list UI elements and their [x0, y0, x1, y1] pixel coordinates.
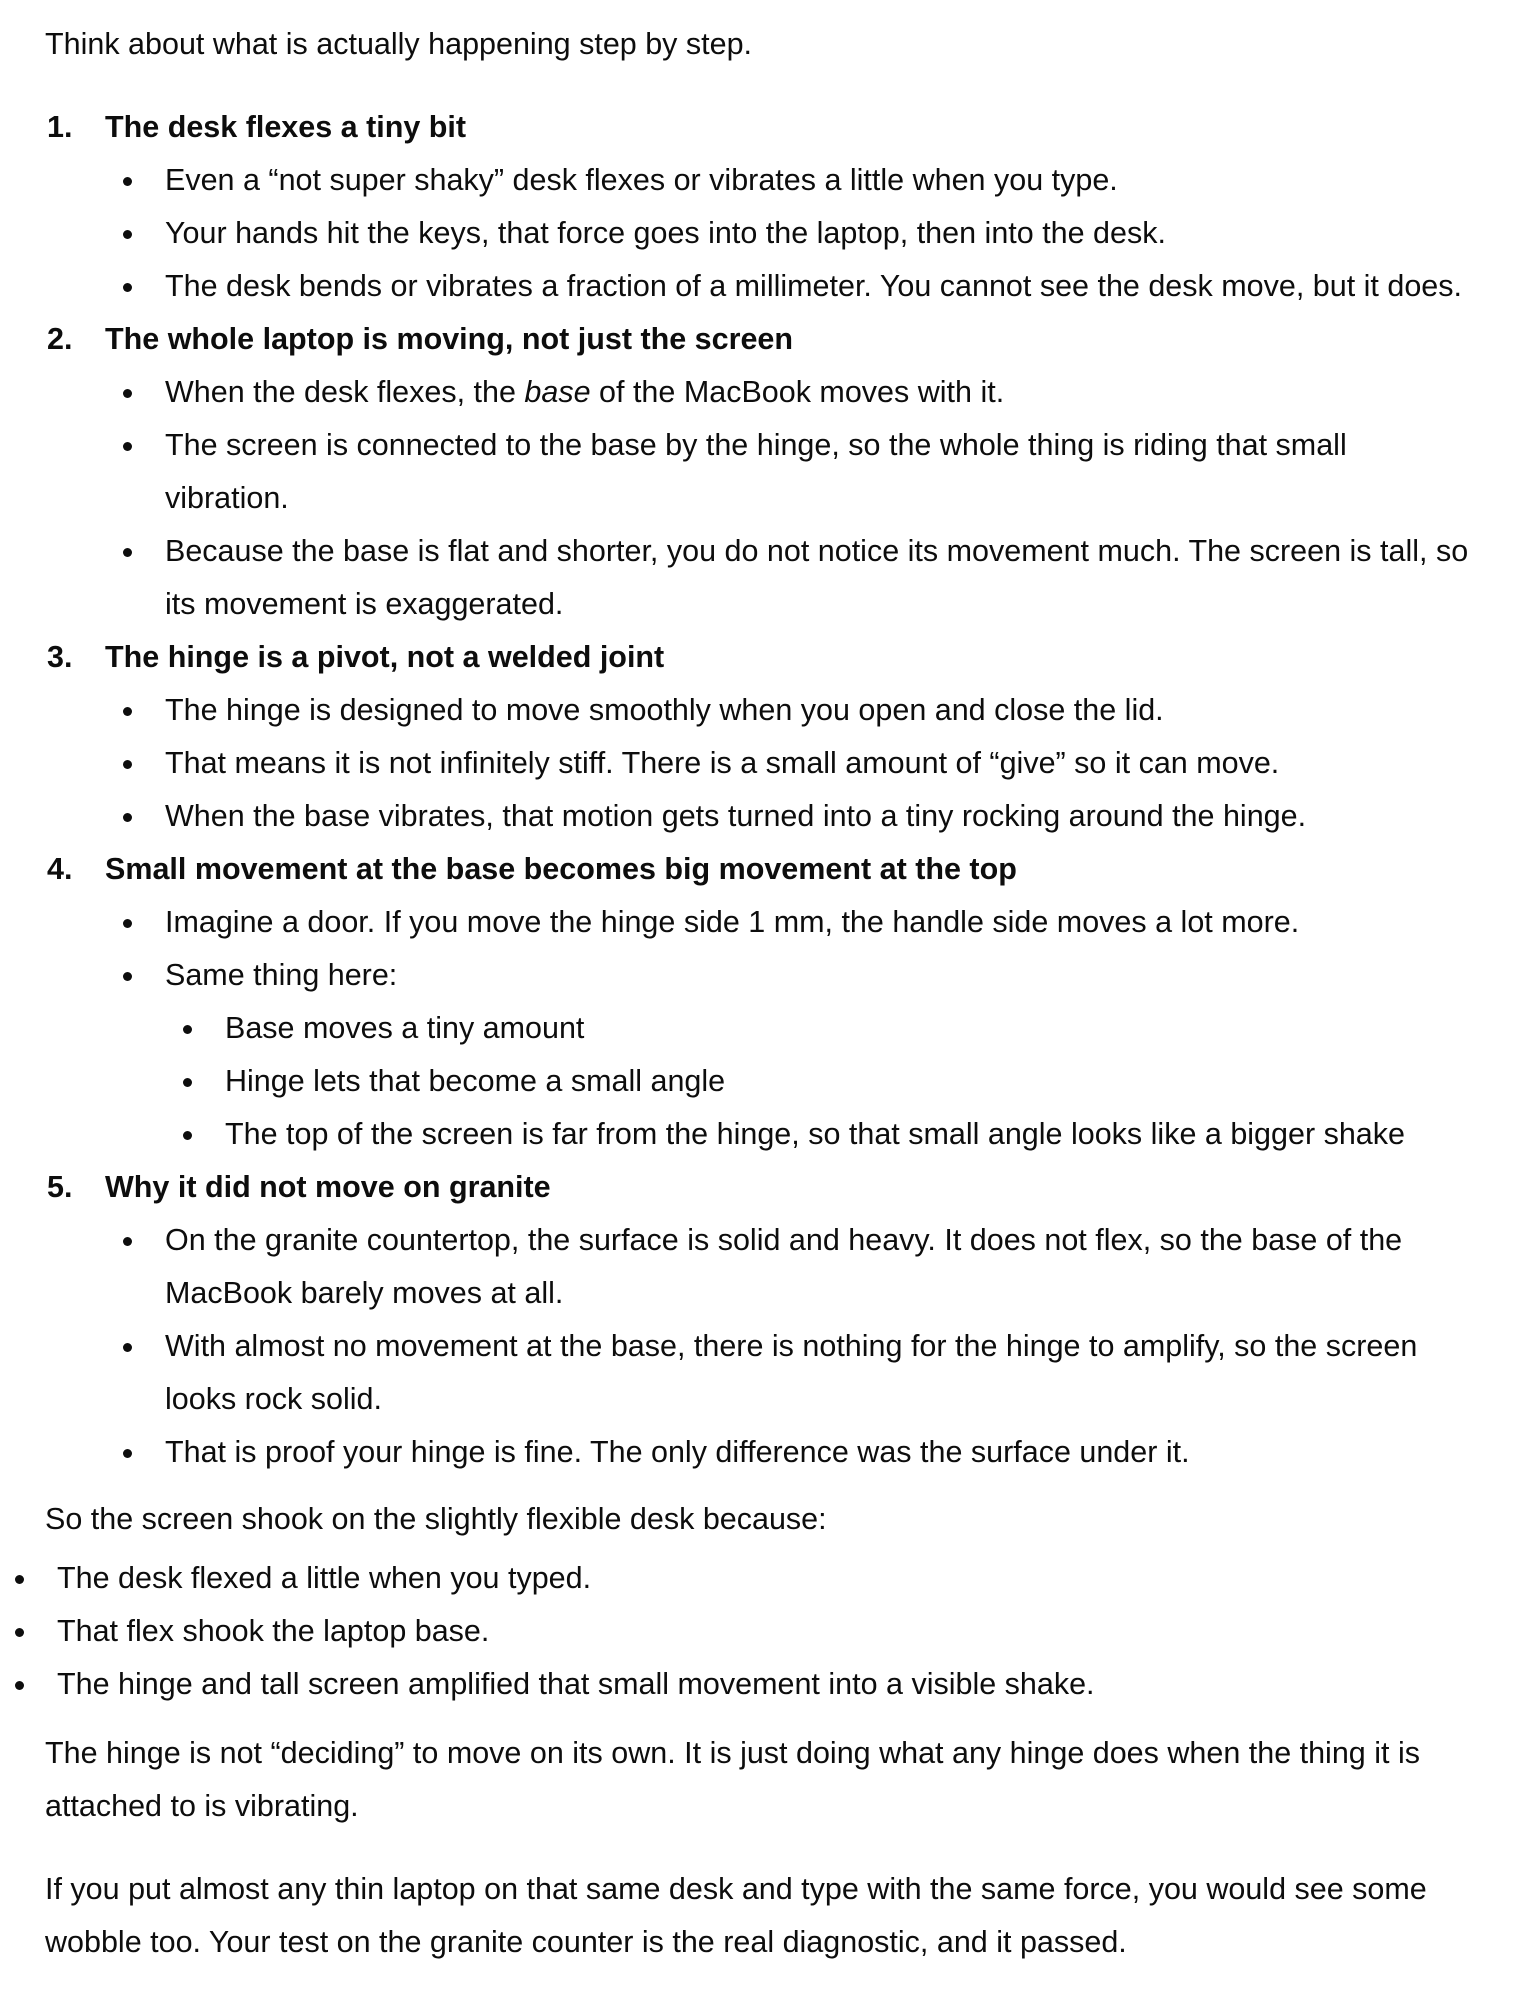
- list-item: On the granite countertop, the surface is solid and heavy. It does not flex, so the base of the MacBook barely moves at all.: [105, 1214, 1478, 1320]
- list-item: The screen is connected to the base by the hinge, so the whole thing is riding that small vibration.: [105, 419, 1478, 525]
- step-number: 5.: [47, 1170, 73, 1204]
- step-item: [45, 313, 1478, 631]
- list-item: That flex shook the laptop base.: [0, 1605, 1478, 1658]
- step-title: Small movement at the base becomes big movement at the top: [105, 852, 1017, 886]
- list-item: With almost no movement at the base, there is nothing for the hinge to amplify, so the screen looks rock solid.: [105, 1320, 1478, 1426]
- list-item: The top of the screen is far from the hinge, so that small angle looks like a bigger shake: [165, 1108, 1478, 1161]
- emphasis-text: base: [524, 375, 591, 409]
- summary-bullets: [0, 1552, 1478, 1711]
- step-item: [45, 843, 1478, 1161]
- list-item: The hinge and tall screen amplified that small movement into a visible shake.: [0, 1658, 1478, 1711]
- step-number: 4.: [47, 852, 73, 886]
- list-item: Imagine a door. If you move the hinge side 1 mm, the handle side moves a lot more.: [105, 896, 1478, 949]
- list-item: The desk bends or vibrates a fraction of a millimeter. You cannot see the desk move, but it does.: [105, 260, 1478, 313]
- list-item: That is proof your hinge is fine. The only difference was the surface under it.: [105, 1426, 1478, 1479]
- list-item-text: Same thing here:: [165, 958, 398, 992]
- list-item: [105, 949, 1478, 1161]
- step-number: 3.: [47, 640, 73, 674]
- list-item: Because the base is flat and shorter, you do not notice its movement much. The screen is tall, so its movement is exaggerated.: [105, 525, 1478, 631]
- list-item: The hinge is designed to move smoothly when you open and close the lid.: [105, 684, 1478, 737]
- step-bullets: [105, 896, 1478, 1161]
- step-title: The hinge is a pivot, not a welded joint: [105, 640, 665, 674]
- list-item: Base moves a tiny amount: [165, 1002, 1478, 1055]
- step-number: 2.: [47, 322, 73, 356]
- intro-paragraph: Think about what is actually happening step by step.: [45, 27, 753, 61]
- list-item: The desk flexed a little when you typed.: [0, 1552, 1478, 1605]
- step-bullets: [105, 684, 1478, 843]
- conclusion-paragraph: The hinge is not “deciding” to move on its own. It is just doing what any hinge does when the thing it is attached to is vibrating.: [45, 1736, 1420, 1823]
- step-item: [45, 101, 1478, 313]
- list-item: Your hands hit the keys, that force goes into the laptop, then into the desk.: [105, 207, 1478, 260]
- step-bullets: [105, 154, 1478, 313]
- summary-lead: So the screen shook on the slightly flexible desk because:: [45, 1502, 827, 1536]
- list-item: That means it is not infinitely stiff. There is a small amount of “give” so it can move.: [105, 737, 1478, 790]
- list-item: [105, 366, 1478, 419]
- list-item: Hinge lets that become a small angle: [165, 1055, 1478, 1108]
- list-item-text: of the MacBook moves with it.: [590, 375, 1005, 409]
- list-item: When the base vibrates, that motion gets turned into a tiny rocking around the hinge.: [105, 790, 1478, 843]
- step-number: 1.: [47, 110, 73, 144]
- steps-list: [45, 101, 1478, 1479]
- step-item: [45, 631, 1478, 843]
- step-title: The whole laptop is moving, not just the screen: [105, 322, 794, 356]
- step-title: Why it did not move on granite: [105, 1170, 551, 1204]
- final-paragraph: If you put almost any thin laptop on that same desk and type with the same force, you would see some wobble too. Your test on the granite counter is the real diagnostic, and it passed.: [45, 1872, 1427, 1959]
- list-item: Even a “not super shaky” desk flexes or vibrates a little when you type.: [105, 154, 1478, 207]
- nested-bullets: [165, 1002, 1478, 1161]
- step-bullets: [105, 1214, 1478, 1479]
- step-title: The desk flexes a tiny bit: [105, 110, 467, 144]
- list-item-text: When the desk flexes, the: [165, 375, 525, 409]
- step-item: [45, 1161, 1478, 1479]
- step-bullets: [105, 366, 1478, 631]
